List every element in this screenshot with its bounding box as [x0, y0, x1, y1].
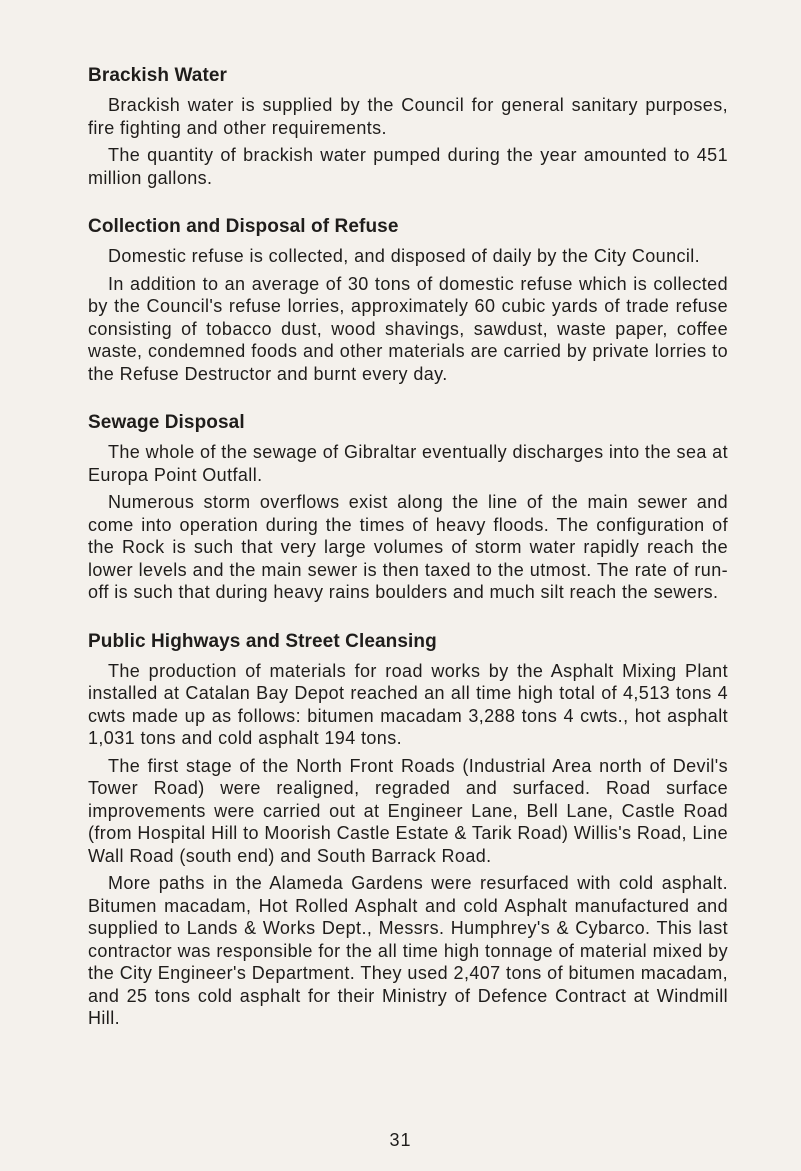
paragraph: The production of materials for road works by the Asphalt Mixing Plant installed at Catalan Bay Depot reached an all time high total of 4,513 tons 4 cwts made up as follows: bitumen macadam 3,288 tons 4 cwts., hot asphalt 1,031 tons and cold asphalt 194 tons.	[88, 660, 728, 748]
paragraph: Brackish water is supplied by the Council for general sanitary purposes, fire fighting and other requirements.	[88, 95, 728, 138]
section-heading: Public Highways and Street Cleansing	[88, 630, 437, 652]
paragraph: The quantity of brackish water pumped during the year amounted to 451 million gallons.	[88, 145, 728, 188]
section-refuse	[88, 215, 728, 385]
section-heading: Brackish Water	[88, 65, 228, 86]
section-sewage	[88, 411, 728, 604]
paragraph: In addition to an average of 30 tons of domestic refuse which is collected by the Council's refuse lorries, approximately 60 cubic yards of trade refuse consisting of tobacco dust, wood shavings, sawdust, waste paper, coffee waste, condemned foods and other materials are carried by private lorries to the Refuse Destructor and burnt every day.	[88, 273, 728, 384]
section-heading: Collection and Disposal of Refuse	[88, 216, 399, 237]
paragraph: The whole of the sewage of Gibraltar eventually discharges into the sea at Europa Point Outfall.	[88, 442, 728, 485]
paragraph: Numerous storm overflows exist along the line of the main sewer and come into operation during the times of heavy floods. The configuration of the Rock is such that very large volumes of storm water rapidly reach the lower levels and the main sewer is then taxed to the utmost. The rate of run-off is such that during heavy rains boulders and much silt reach the sewers.	[88, 492, 728, 602]
paragraph: Domestic refuse is collected, and disposed of daily by the City Council.	[108, 246, 701, 266]
section-brackish-water	[88, 64, 728, 189]
paragraph: The first stage of the North Front Roads (Industrial Area north of Devil's Tower Road) were realigned, regraded and surfaced. Road surface improvements were carried out at Engineer Lane, Bell Lane, Castle Road (from Hospital Hill to Moorish Castle Estate & Tarik Road) Willis's Road, Line Wall Road (south end) and South Barrack Road.	[88, 755, 728, 866]
page-number: 31	[389, 1130, 412, 1150]
document-page	[88, 64, 728, 1030]
section-heading: Sewage Disposal	[88, 412, 245, 433]
section-highways	[88, 630, 728, 1030]
paragraph: More paths in the Alameda Gardens were resurfaced with cold asphalt. Bitumen macadam, Hot Rolled Asphalt and cold Asphalt manufactured and supplied to Lands & Works Dept., Messrs. Humphrey's & Cybarco. This last contractor was responsible for the all time high tonnage of material mixed by the City Engineer's Department. They used 2,407 tons of bitumen macadam, and 25 tons cold asphalt for their Ministry of Defence Contract at Windmill Hill.	[88, 873, 728, 1028]
